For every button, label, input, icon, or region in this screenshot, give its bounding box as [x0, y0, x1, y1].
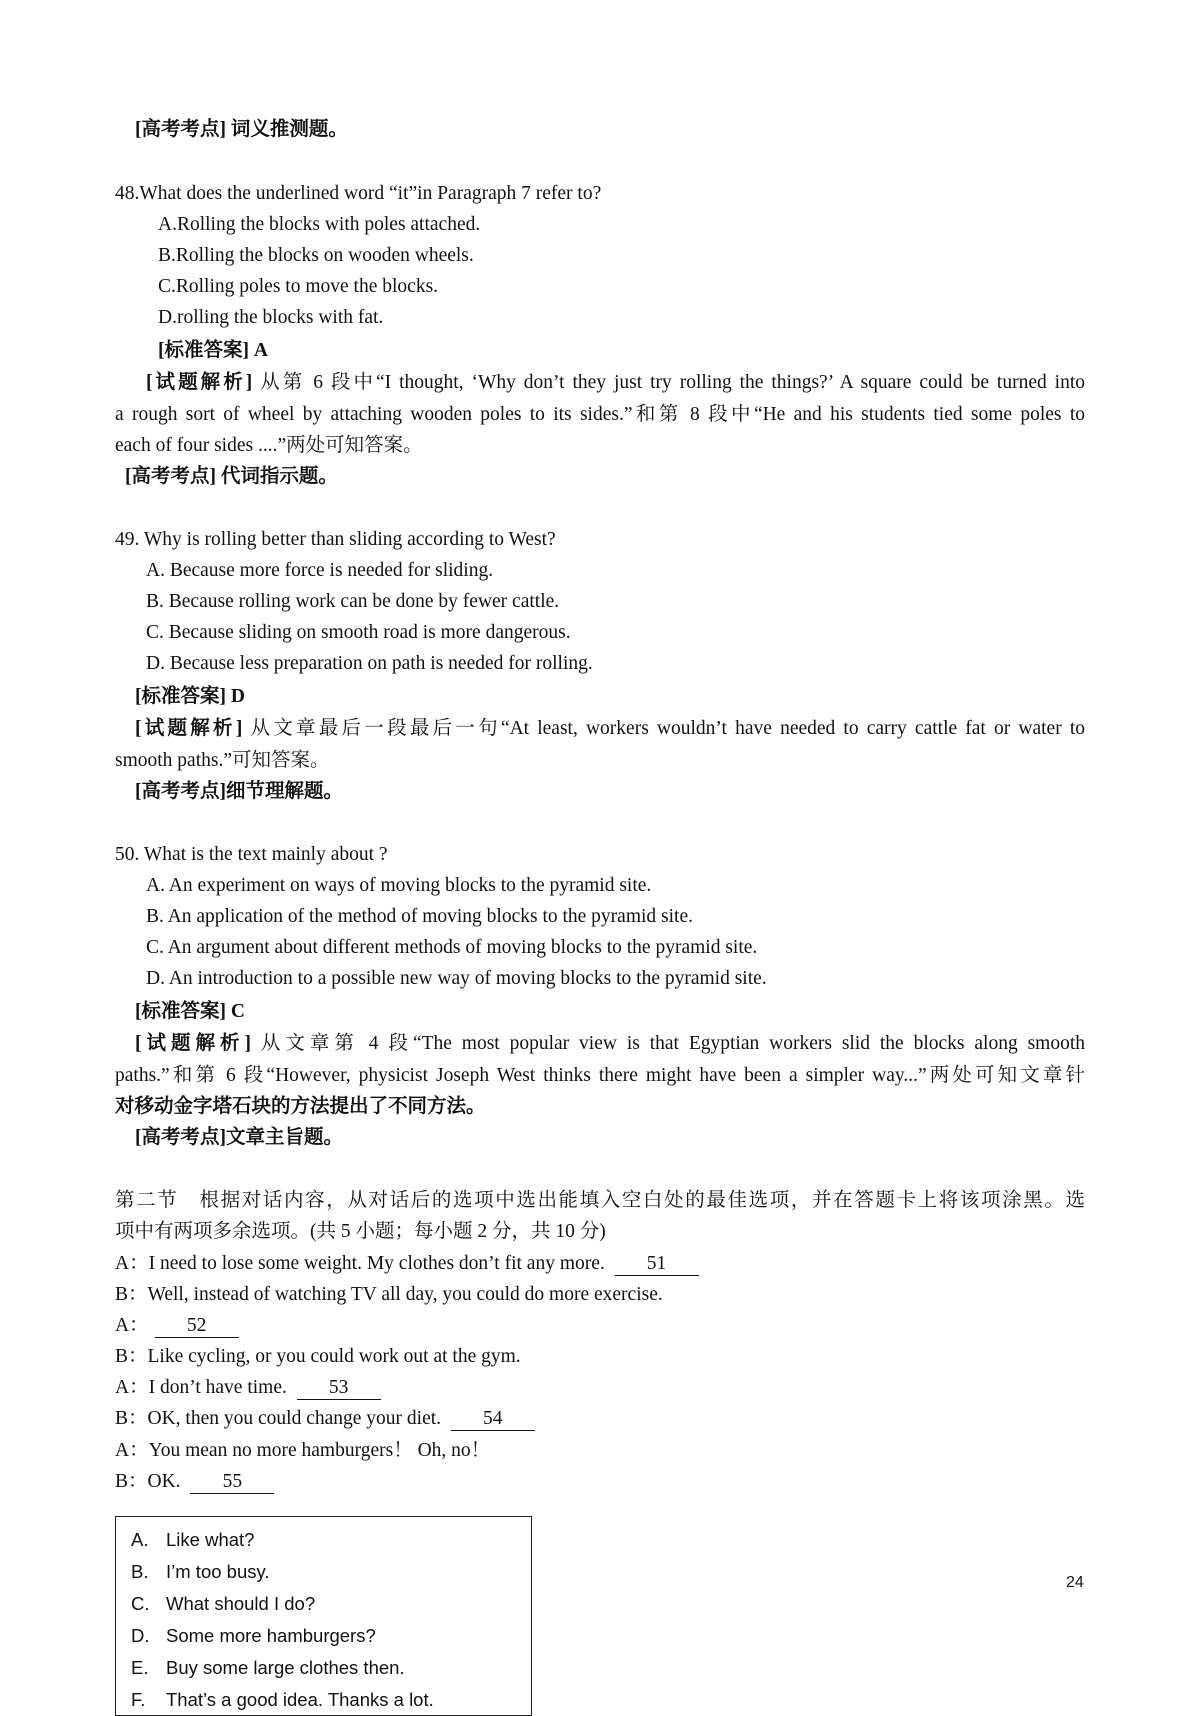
q48-analysis-line3: each of four sides ....”两处可知答案。 [115, 435, 423, 456]
q49-answer: [标准答案] D [135, 686, 245, 707]
q50-answer: [标准答案] C [135, 1001, 245, 1022]
dialogue-line: B：Like cycling, or you could work out at the gym. [115, 1346, 521, 1367]
blank-51[interactable]: 51 [615, 1253, 699, 1276]
q49-analysis-line1: [试题解析] 从文章最后一段最后一句“At least, workers wouldn’t have needed to carry cattle fat or water to [135, 718, 1085, 739]
q50-option-b: B. An application of the method of moving blocks to the pyramid site. [146, 906, 693, 927]
q50-option-d: D. An introduction to a possible new way of moving blocks to the pyramid site. [146, 968, 767, 989]
option-item: C. What should I do? [131, 1593, 316, 1614]
q50-analysis-line1: [试题解析] 从文章第 4 段“The most popular view is that Egyptian workers slid the blocks along smooth [135, 1033, 1085, 1054]
q49-option-d: D. Because less preparation on path is needed for rolling. [146, 653, 593, 674]
dialogue-line: B：OK, then you could change your diet. 54 [115, 1406, 535, 1432]
q49-option-c: C. Because sliding on smooth road is more dangerous. [146, 622, 571, 643]
q47-kaodian: [高考考点] 词义推测题。 [135, 119, 348, 140]
dialogue-line: A：I need to lose some weight. My clothes don’t fit any more. 51 [115, 1251, 699, 1277]
q48-analysis-line2: a rough sort of wheel by attaching wooden poles to its sides.”和第 8 段中“He and his students tied some poles to [115, 404, 1085, 425]
q48-option-b: B.Rolling the blocks on wooden wheels. [158, 245, 474, 266]
blank-52[interactable]: 52 [155, 1315, 239, 1338]
q50-analysis-line2: paths.”和第 6 段“However, physicist Joseph West thinks there might have been a simpler way...”两处可知文章针 [115, 1065, 1085, 1086]
q49-kaodian: [高考考点]细节理解题。 [135, 781, 344, 802]
option-item: E. Buy some large clothes then. [131, 1657, 405, 1678]
q48-analysis-line1: [试题解析] 从第 6 段中“I thought, ‘Why don’t they just try rolling the things?’ A square could be turned into [146, 372, 1086, 393]
q49-analysis-line2: smooth paths.”可知答案。 [115, 750, 330, 771]
options-box [115, 1516, 532, 1716]
q49-option-b: B. Because rolling work can be done by fewer cattle. [146, 591, 560, 612]
option-item: B. I’m too busy. [131, 1561, 270, 1582]
dialogue-line: A： 52 [115, 1313, 239, 1339]
q48-answer: [标准答案] A [158, 340, 268, 361]
q50-question: 50. What is the text mainly about ? [115, 844, 388, 865]
page-number: 24 [1066, 1574, 1084, 1591]
blank-53[interactable]: 53 [297, 1377, 381, 1400]
q48-question: 48.What does the underlined word “it”in Paragraph 7 refer to? [115, 183, 602, 204]
section2-instruction-line2: 项中有两项多余选项。(共 5 小题；每小题 2 分，共 10 分) [115, 1221, 606, 1242]
q50-analysis-line3: 对移动金字塔石块的方法提出了不同方法。 [115, 1096, 486, 1117]
blank-55[interactable]: 55 [190, 1471, 274, 1494]
q50-option-a: A. An experiment on ways of moving blocks to the pyramid site. [146, 875, 652, 896]
dialogue-line: A：You mean no more hamburgers！ Oh, no！ [115, 1440, 491, 1461]
option-item: A. Like what? [131, 1529, 255, 1550]
section2-instruction-line1: 第二节 根据对话内容，从对话后的选项中选出能填入空白处的最佳选项，并在答题卡上将该项涂黑。选 [115, 1190, 1085, 1211]
q50-option-c: C. An argument about different methods of moving blocks to the pyramid site. [146, 937, 758, 958]
dialogue-line: B：OK. 55 [115, 1469, 274, 1495]
q49-option-a: A. Because more force is needed for sliding. [146, 560, 494, 581]
q49-question: 49. Why is rolling better than sliding according to West? [115, 529, 556, 550]
q48-option-d: D.rolling the blocks with fat. [158, 307, 384, 328]
dialogue-line: A：I don’t have time. 53 [115, 1375, 381, 1401]
q50-kaodian: [高考考点]文章主旨题。 [135, 1127, 344, 1148]
q48-kaodian: [高考考点] 代词指示题。 [125, 466, 338, 487]
option-item: F. That’s a good idea. Thanks a lot. [131, 1689, 434, 1710]
q48-option-a: A.Rolling the blocks with poles attached. [158, 214, 481, 235]
option-item: D. Some more hamburgers? [131, 1625, 376, 1646]
dialogue-line: B：Well, instead of watching TV all day, you could do more exercise. [115, 1284, 663, 1305]
q48-option-c: C.Rolling poles to move the blocks. [158, 276, 439, 297]
blank-54[interactable]: 54 [451, 1408, 535, 1431]
